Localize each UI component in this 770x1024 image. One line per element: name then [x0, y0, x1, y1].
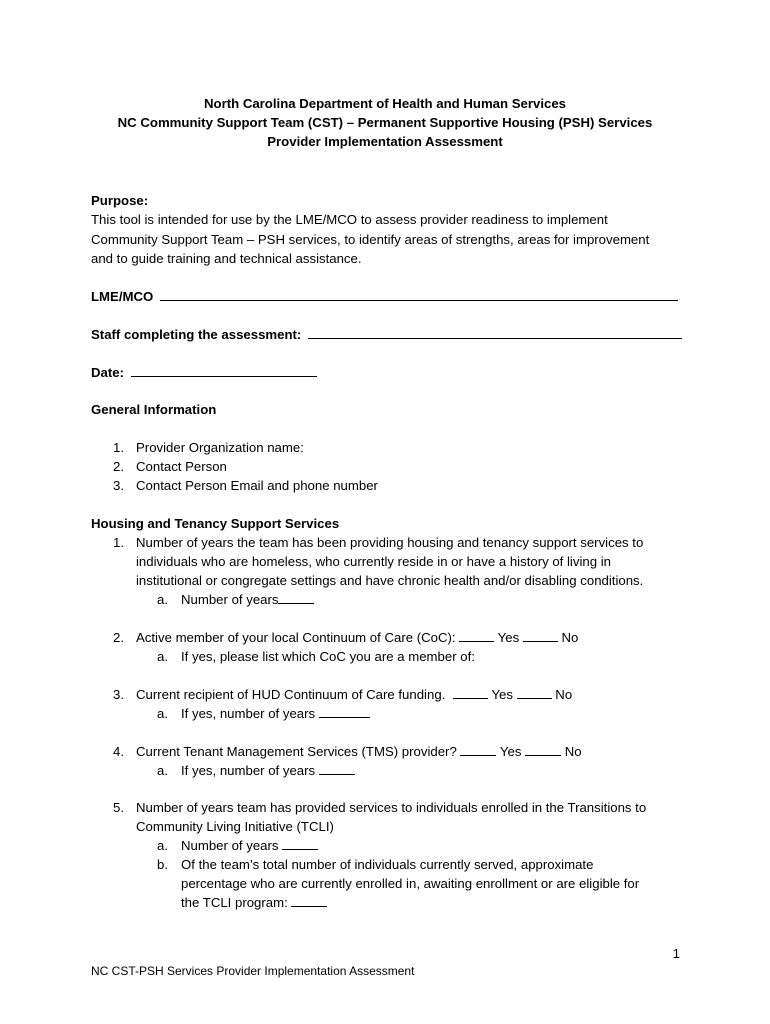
tms-no-blank[interactable] — [525, 743, 561, 756]
question-1-line-2: individuals who are homeless, who currently reside in or have a history of living in — [136, 554, 611, 569]
date-field[interactable] — [91, 363, 317, 382]
date-blank[interactable] — [131, 364, 317, 377]
question-5b-line-2: percentage who are currently enrolled in, awaiting enrollment or are eligible for — [181, 876, 640, 891]
question-5b-line-3[interactable]: the TCLI program: — [181, 893, 327, 912]
coc-no-blank[interactable] — [523, 629, 558, 642]
general-info-heading: General Information — [91, 402, 217, 417]
purpose-line-2: Community Support Team – PSH services, to identify areas of strengths, areas for improvement — [91, 232, 650, 247]
staff-blank[interactable] — [308, 326, 682, 339]
staff-field[interactable] — [91, 325, 682, 344]
purpose-line-1: This tool is intended for use by the LME/MCO to assess provider readiness to implement — [91, 212, 608, 227]
document-page: North Carolina Department of Health and Human Services NC Community Support Team (CST) – Permanent Supportive Housing (PSH) Services Provider Implementation Assessment Purpose: This tool is intended for use by the LME/MCO to assess provider readiness to implement Community Support Team – PSH services, to identify areas of strengths, areas for improvement and to guide training and technical assistance. LME/MCO Staff completing the assessment: Date: General Information 1. Provider Organization name: 2. Contact Person 3. Contact Person Email and phone number Housing and Tenancy Support Services 1. Number of years the team has been providing housing and tenancy support services to individuals who are homeless, who currently reside in or have a history of living in institutional or congregate settings and have chronic health and/or disabling conditions. a. Number of years 2. Active member of your local Continuum of Care (CoC): Yes No a. If yes, please list which CoC you are a member of: 3. Current recipient of HUD Continuum of Care funding. Yes No a. If yes, number of years 4. Current Tenant Management Services (TMS) provider? Yes No a. If yes, number of years 5. Number of years team has provided services to individuals enrolled in the Transitions to Community Living Initiative (TCLI) a. Number of years b. Of the team’s total number of individuals currently served, approximate percentage who are currently enrolled in, awaiting enrollment or are eligible for the TCLI program: 1 NC CST-PSH Services Provider Implementation Assessment — [0, 0, 770, 1024]
hud-years-blank[interactable] — [319, 705, 370, 718]
years-blank[interactable] — [278, 591, 314, 604]
tcli-years-blank[interactable] — [282, 837, 318, 850]
question-1-line-3: institutional or congregate settings and have chronic health and/or disabling conditions. — [136, 573, 644, 588]
coc-yes-blank[interactable] — [459, 629, 494, 642]
header-line-2: NC Community Support Team (CST) – Permanent Supportive Housing (PSH) Services — [117, 115, 653, 130]
tms-yes-blank[interactable] — [460, 743, 496, 756]
question-5-line-2: Community Living Initiative (TCLI) — [136, 819, 334, 834]
lme-mco-field[interactable] — [91, 287, 678, 306]
hud-yes-blank[interactable] — [453, 686, 488, 699]
date-label: Date: — [91, 365, 124, 380]
housing-heading: Housing and Tenancy Support Services — [91, 516, 340, 531]
tcli-percent-blank[interactable] — [291, 894, 327, 907]
page-number: 1 — [672, 946, 680, 961]
hud-no-blank[interactable] — [517, 686, 552, 699]
purpose-line-3: and to guide training and technical assistance. — [91, 251, 362, 266]
lme-mco-label: LME/MCO — [91, 289, 154, 304]
footer-title: NC CST-PSH Services Provider Implementation Assessment — [91, 964, 415, 978]
tms-years-blank[interactable] — [319, 762, 355, 775]
header-line-1: North Carolina Department of Health and Human Services — [204, 96, 566, 111]
header-line-3: Provider Implementation Assessment — [267, 134, 503, 149]
staff-label: Staff completing the assessment: — [91, 327, 302, 342]
purpose-heading: Purpose: — [91, 193, 149, 208]
lme-mco-blank[interactable] — [160, 288, 678, 301]
